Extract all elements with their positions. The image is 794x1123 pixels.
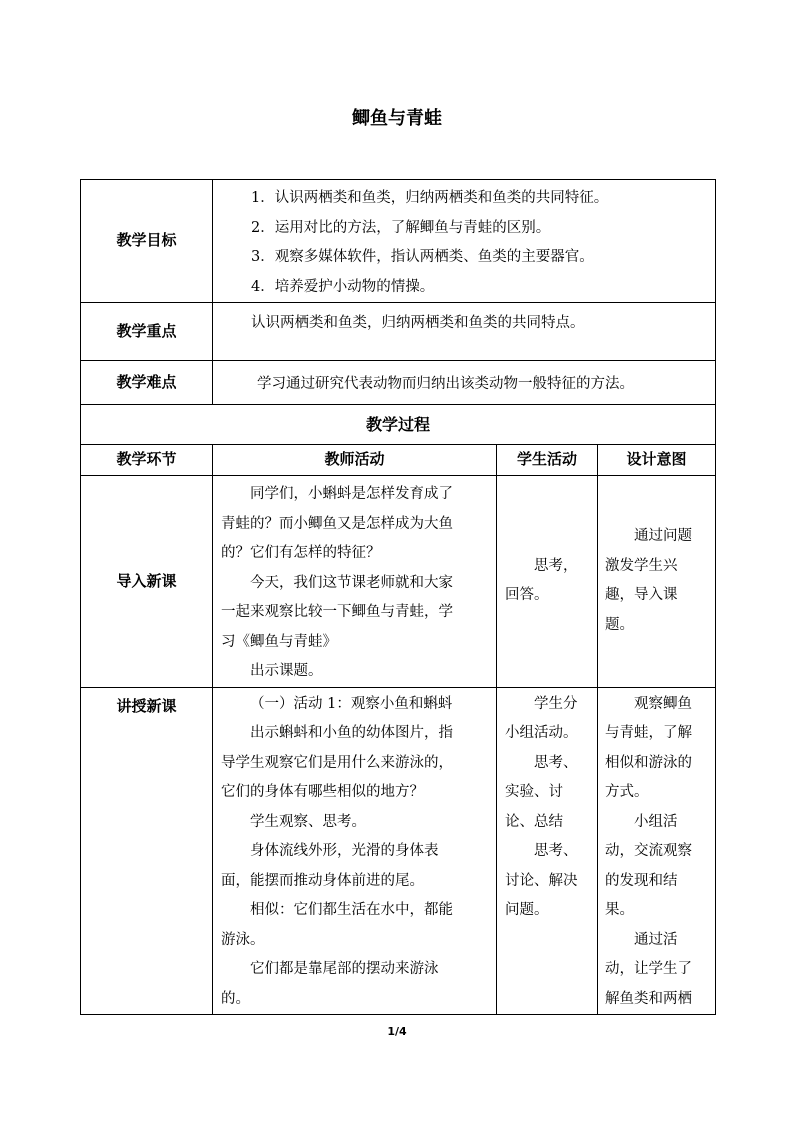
goal-item: 1．认识两栖类和鱼类，归纳两栖类和鱼类的共同特征。 [251, 190, 609, 206]
text-line: 通过问题 [634, 528, 692, 545]
text-line: 激发学生兴 [605, 557, 678, 574]
text-line: 它们都是靠尾部的摆动来游泳 [250, 961, 439, 977]
lesson-stage: 讲授新课 [81, 687, 213, 1015]
page-number: 1/4 [387, 1025, 407, 1038]
text-line: 身体流线外形，光滑的身体表 [250, 843, 439, 859]
text-line: 果。 [605, 902, 634, 918]
text-line: 它们的身体有哪些相似的地方？ [221, 784, 424, 800]
text-line: 游泳。 [221, 931, 265, 948]
key-points-row [81, 303, 716, 361]
intro-row [81, 476, 716, 688]
text-line: （一）活动 1：观察小鱼和蝌蚪 [250, 695, 453, 712]
text-line: 导学生观察它们是用什么来游泳的， [221, 754, 453, 771]
text-line: 相似和游泳的 [605, 754, 692, 771]
text-line: 的。 [221, 990, 250, 1007]
text-line: 面，能摆而推动身体前进的尾。 [221, 872, 424, 889]
text-line: 的发现和结 [605, 872, 678, 889]
text-line: 与青蛙，了解 [605, 725, 692, 741]
lesson-plan-table [80, 179, 716, 1015]
lesson-student-activity [497, 687, 598, 1015]
text-line: 实验、讨 [505, 784, 563, 800]
column-header-student: 学生活动 [497, 445, 598, 476]
text-line: 今天，我们这节课老师就和大家 [250, 574, 453, 591]
difficulties-text [213, 361, 716, 405]
goals-label: 教学目标 [81, 180, 213, 303]
text-line: 动，交流观察 [605, 843, 692, 859]
text-line: 出示蝌蚪和小鱼的幼体图片，指 [250, 725, 453, 741]
lesson-teacher-activity [213, 687, 497, 1015]
text-line: 解鱼类和两栖 [605, 990, 692, 1007]
text-line: 同学们，小蝌蚪是怎样发育成了 [250, 486, 453, 502]
process-header-row [81, 405, 716, 445]
text-line: 一起来观察比较一下鲫鱼与青蛙，学 [221, 604, 453, 620]
text-line: 思考， [534, 557, 578, 574]
intro-stage: 导入新课 [81, 476, 213, 688]
text-line: 趣，导入课 [605, 587, 678, 604]
text-line: 学生观察、思考。 [250, 813, 366, 830]
text-line: 小组活动。 [505, 725, 578, 741]
text-line: 动，让学生了 [605, 961, 692, 977]
text-line: 问题。 [505, 902, 549, 918]
text-line: 观察鲫鱼 [634, 695, 692, 712]
difficulties-value: 学习通过研究代表动物而归纳出该类动物一般特征的方法。 [257, 376, 634, 392]
intro-design-intent [598, 476, 716, 688]
intro-teacher-activity [213, 476, 497, 688]
process-columns-row [81, 445, 716, 476]
column-header-stage: 教学环节 [81, 445, 213, 476]
lesson-design-intent [598, 687, 716, 1015]
text-line: 讨论、解决 [505, 872, 578, 889]
text-line: 题。 [605, 616, 634, 633]
text-line: 回答。 [505, 587, 549, 604]
text-line: 的？它们有怎样的特征？ [221, 545, 381, 561]
key-points-label: 教学重点 [81, 303, 213, 361]
process-header: 教学过程 [81, 405, 716, 445]
intro-student-activity [497, 476, 598, 688]
text-line: 论、总结 [505, 813, 563, 830]
lesson-row [81, 687, 716, 1015]
difficulties-row [81, 361, 716, 405]
goal-item: 2．运用对比的方法，了解鲫鱼与青蛙的区别。 [251, 219, 551, 236]
text-line: 方式。 [605, 784, 649, 800]
text-line: 通过活 [634, 931, 678, 948]
key-points-text [213, 303, 716, 361]
goals-row [81, 180, 716, 303]
goal-item: 4．培养爱护小动物的情操。 [251, 278, 435, 295]
text-line: 习《鲫鱼与青蛙》 [221, 633, 337, 650]
difficulties-label: 教学难点 [81, 361, 213, 405]
text-line: 学生分 [534, 695, 578, 712]
text-line: 思考、 [534, 843, 578, 859]
text-line: 相似：它们都生活在水中，都能 [250, 902, 453, 918]
column-header-intent: 设计意图 [598, 445, 716, 476]
text-line: 出示课题。 [250, 663, 323, 679]
document-title: 鲫鱼与青蛙 [352, 108, 442, 129]
text-line: 青蛙的？而小鲫鱼又是怎样成为大鱼 [221, 515, 453, 532]
text-line: 思考、 [534, 754, 578, 771]
column-header-teacher: 教师活动 [213, 445, 497, 476]
key-points-value: 认识两栖类和鱼类，归纳两栖类和鱼类的共同特点。 [251, 315, 585, 331]
goals-list [213, 180, 716, 303]
goal-item: 3．观察多媒体软件，指认两栖类、鱼类的主要器官。 [251, 249, 594, 265]
text-line: 小组活 [634, 813, 678, 830]
